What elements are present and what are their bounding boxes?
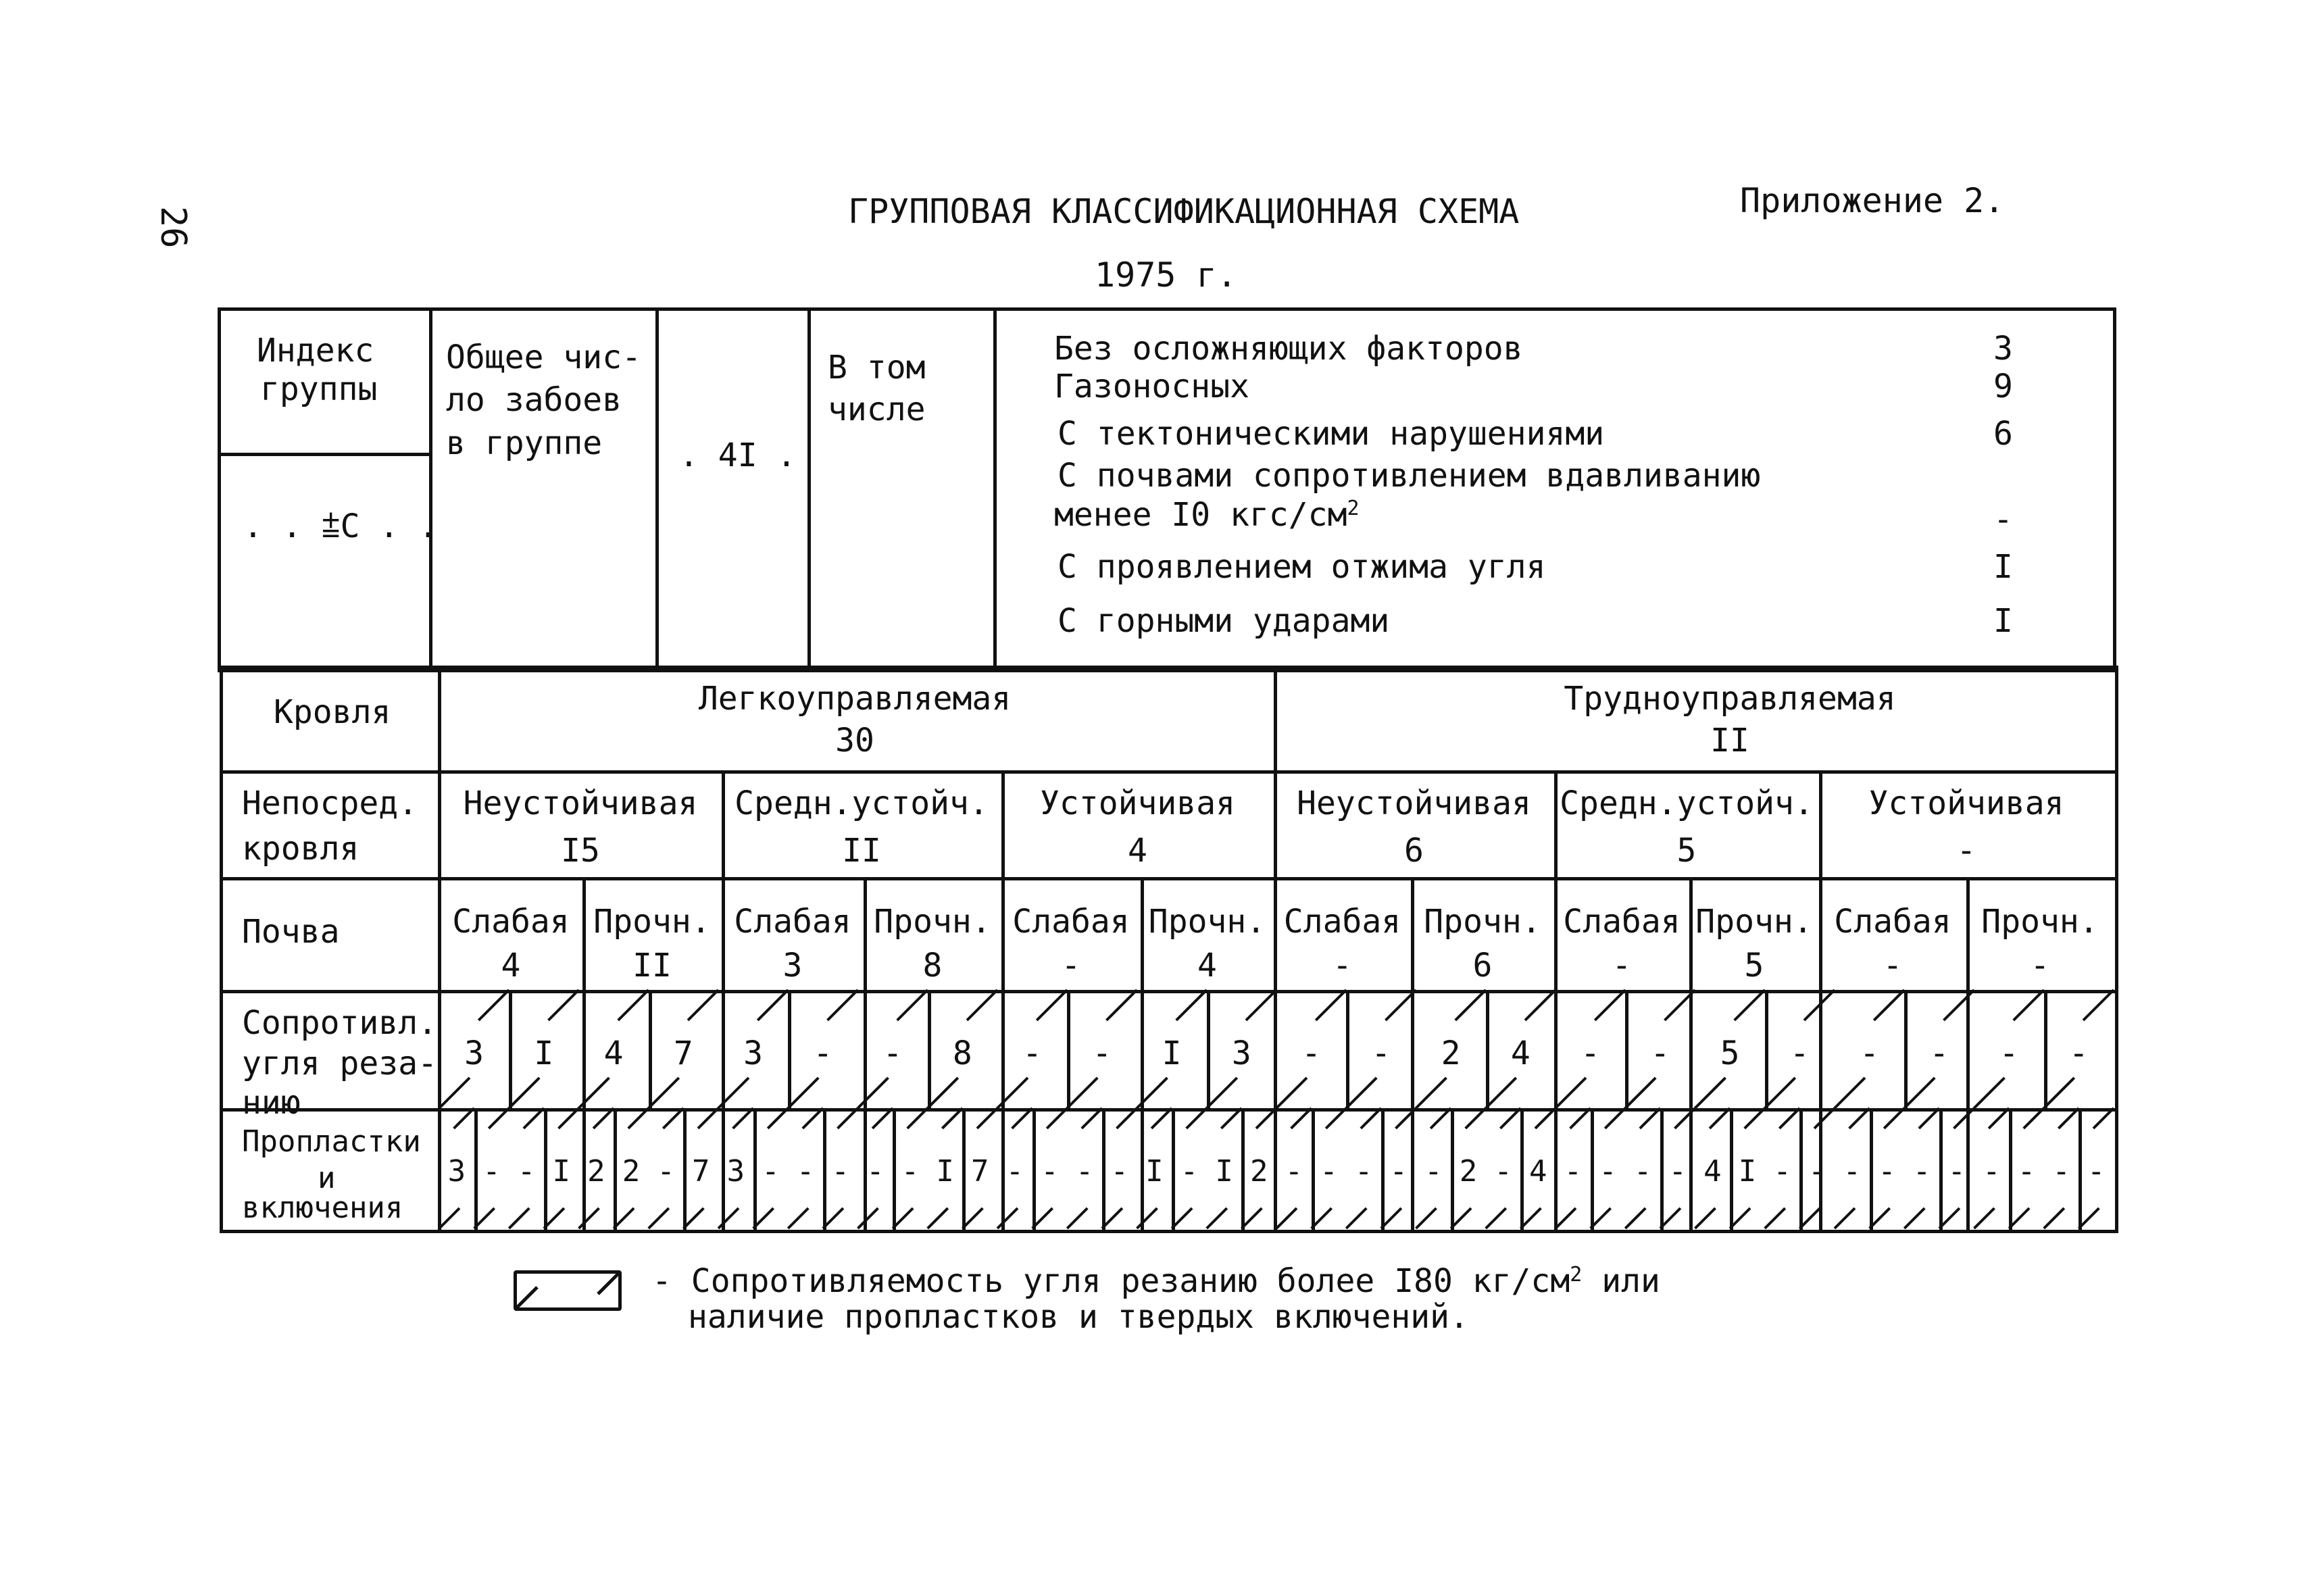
interlayer-value: I <box>936 1154 954 1189</box>
interlayer-value: - <box>2087 1154 2106 1189</box>
floor-count: - <box>1333 947 1352 984</box>
resistance-value: - <box>1650 1034 1670 1072</box>
factor-value: - <box>1993 501 2013 539</box>
resistance-value: - <box>1580 1034 1601 1072</box>
divider <box>962 1108 966 1230</box>
resistance-value: 3 <box>1231 1034 1251 1072</box>
interlayer-value: - <box>831 1154 849 1189</box>
divider <box>614 1108 617 1230</box>
superscript: 2 <box>1347 497 1360 520</box>
interlayer-value: - <box>1110 1154 1128 1189</box>
resistance-value: - <box>1301 1034 1322 1072</box>
factor-label: С проявлением отжима угля <box>1057 548 1546 586</box>
divider <box>1689 877 1693 1233</box>
interlayer-value: - <box>1041 1154 1059 1189</box>
floor-name: Прочн. <box>593 903 711 941</box>
divider <box>1274 666 1277 774</box>
interlayer-value: - <box>762 1154 780 1189</box>
roof-name: Трудноуправляемая <box>1564 680 1896 718</box>
interlayer-value: - <box>517 1154 536 1189</box>
direct-roof-name: Средн.устойч. <box>735 784 989 822</box>
divider <box>1799 1108 1803 1230</box>
divider <box>993 307 997 669</box>
roof-label: Кровля <box>274 693 391 731</box>
floor-count: - <box>1061 947 1081 984</box>
including-label: числе <box>828 391 926 428</box>
divider <box>1172 1108 1175 1230</box>
divider <box>1381 1108 1385 1230</box>
floor-name: Прочн. <box>874 903 991 941</box>
interlayer-value: - <box>866 1154 885 1189</box>
interlayers-label: Пропластки <box>242 1124 421 1159</box>
index-label: группы <box>260 370 378 408</box>
factor-value: 6 <box>1993 415 2013 453</box>
divider <box>474 1108 478 1230</box>
factor-label: Без осложняющих факторов <box>1054 330 1523 368</box>
interlayer-value: - <box>1947 1154 1966 1189</box>
document-title: ГРУППОВАЯ КЛАССИФИКАЦИОННАЯ СХЕМА <box>848 192 1520 231</box>
floor-name: Прочн. <box>1981 903 2099 941</box>
resistance-value: - <box>2068 1034 2089 1072</box>
factor-label: С почвами сопротивлением вдавливанию <box>1057 457 1761 495</box>
divider <box>1765 990 1768 1110</box>
factor-value: I <box>1993 602 2013 640</box>
floor-count: - <box>2030 947 2050 984</box>
legend-line-2: наличие пропластков и твердых включений. <box>688 1298 1469 1336</box>
resistance-value: - <box>1022 1034 1043 1072</box>
direct-roof-name: Неустойчивая <box>1297 784 1531 822</box>
divider <box>2078 1108 2082 1230</box>
appendix-label: Приложение 2. <box>1740 181 2005 220</box>
floor-count: - <box>1612 947 1632 984</box>
factor-value: 3 <box>1993 330 2013 368</box>
direct-roof-count: - <box>1956 832 1976 870</box>
interlayer-value: - <box>1005 1154 1024 1189</box>
floor-name: Прочн. <box>1695 903 1813 941</box>
divider <box>2009 1108 2012 1230</box>
floor-name: Прочн. <box>1148 903 1266 941</box>
hatch-mark-icon <box>517 1274 618 1307</box>
divider <box>218 453 432 456</box>
divider <box>683 1108 687 1230</box>
interlayer-value: - <box>657 1154 675 1189</box>
divider <box>220 877 2117 880</box>
resistance-value: 3 <box>743 1034 764 1072</box>
divider <box>823 1108 826 1230</box>
interlayer-value: 3 <box>447 1154 466 1189</box>
divider <box>1411 877 1414 1233</box>
interlayer-value: - <box>1773 1154 1791 1189</box>
floor-name: Слабая <box>734 903 851 941</box>
direct-roof-name: Средн.устойч. <box>1560 784 1814 822</box>
direct-roof-count: 5 <box>1676 832 1697 870</box>
factor-label-text: менее I0 кгс/см <box>1054 496 1347 534</box>
divider <box>1207 990 1210 1110</box>
page-number: 26 <box>153 206 193 249</box>
interlayer-value: - <box>901 1154 920 1189</box>
including-label: В том <box>828 349 926 386</box>
legend-hatch-swatch <box>514 1270 622 1311</box>
resistance-value: - <box>1092 1034 1112 1072</box>
floor-count: 6 <box>1472 947 1493 984</box>
floor-name: Слабая <box>1563 903 1681 941</box>
interlayer-value: - <box>1424 1154 1443 1189</box>
interlayer-value: - <box>1285 1154 1303 1189</box>
divider <box>1554 770 1558 1233</box>
interlayer-value: - <box>1843 1154 1862 1189</box>
divider <box>509 990 512 1110</box>
divider <box>220 990 2117 993</box>
resistance-value: - <box>1999 1034 2019 1072</box>
divider <box>1486 990 1489 1110</box>
direct-roof-count: 4 <box>1128 832 1147 870</box>
factor-value: I <box>1993 548 2013 586</box>
divider <box>928 990 931 1110</box>
direct-roof-name: Устойчивая <box>1868 784 2064 822</box>
interlayer-value: 4 <box>1703 1154 1722 1189</box>
direct-roof-name: Устойчивая <box>1040 784 1235 822</box>
interlayers-label: включения <box>242 1191 403 1225</box>
divider <box>1520 1108 1524 1230</box>
floor-count: II <box>632 947 672 984</box>
interlayer-value: 7 <box>970 1154 989 1189</box>
floor-name: Слабая <box>452 903 570 941</box>
divider <box>2044 990 2047 1110</box>
interlayer-value: - <box>1564 1154 1583 1189</box>
interlayer-value: - <box>1599 1154 1617 1189</box>
factor-label: С горными ударами <box>1057 602 1390 640</box>
roof-count: II <box>1710 722 1749 759</box>
factor-value: 9 <box>1993 368 2013 405</box>
divider <box>807 307 811 669</box>
divider <box>893 1108 896 1230</box>
direct-roof-name: Неустойчивая <box>463 784 698 822</box>
divider <box>1274 770 1277 1233</box>
divider <box>1032 1108 1036 1230</box>
floor-count: 5 <box>1744 947 1764 984</box>
floor-count: 8 <box>922 947 943 984</box>
divider <box>1312 1108 1315 1230</box>
divider <box>220 770 2117 774</box>
resistance-value: 4 <box>1510 1034 1530 1072</box>
factor-label: Газоносных <box>1054 368 1249 405</box>
divider <box>429 307 432 669</box>
resistance-value: 2 <box>1441 1034 1461 1072</box>
interlayer-value: - <box>2052 1154 2070 1189</box>
interlayer-value: 2 <box>1249 1154 1268 1189</box>
document-year: 1975 г. <box>1095 255 1237 295</box>
factor-label <box>1054 496 1360 534</box>
divider <box>1346 990 1349 1110</box>
divider <box>1102 1108 1105 1230</box>
legend-text <box>652 1262 1660 1300</box>
direct-roof-count: II <box>842 832 881 870</box>
roof-name: Легкоуправляемая <box>698 680 1012 718</box>
interlayer-value: 4 <box>1528 1154 1547 1189</box>
interlayer-value: I <box>552 1154 570 1189</box>
divider <box>1451 1108 1454 1230</box>
floor-count: 4 <box>1197 947 1217 984</box>
interlayer-value: - <box>1320 1154 1338 1189</box>
resistance-value: - <box>1929 1034 1949 1072</box>
interlayer-value: 3 <box>726 1154 745 1189</box>
resistance-label: нию <box>242 1084 301 1122</box>
interlayer-value: - <box>1668 1154 1687 1189</box>
interlayer-value: - <box>1878 1154 1896 1189</box>
resistance-value: - <box>882 1034 903 1072</box>
resistance-value: 8 <box>952 1034 972 1072</box>
roof-count: 30 <box>835 722 874 759</box>
interlayer-value: - <box>2017 1154 2036 1189</box>
divider <box>1001 770 1005 1233</box>
resistance-label: угля реза- <box>242 1045 437 1082</box>
interlayer-value: I <box>1738 1154 1757 1189</box>
superscript: 2 <box>1570 1263 1583 1287</box>
divider <box>1966 877 1970 1233</box>
floor-count: 3 <box>782 947 803 984</box>
interlayer-value: 7 <box>691 1154 710 1189</box>
divider <box>655 307 659 669</box>
resistance-value: - <box>1789 1034 1810 1072</box>
divider <box>722 770 725 1233</box>
total-value: . 4I . <box>679 437 797 474</box>
divider <box>544 1108 547 1230</box>
interlayer-value: - <box>1494 1154 1512 1189</box>
total-label: Общее чис- <box>446 339 641 376</box>
interlayer-value: - <box>1912 1154 1931 1189</box>
resistance-label: Сопротивл. <box>242 1004 437 1042</box>
interlayer-value: - <box>1808 1154 1826 1189</box>
interlayer-value: I <box>1145 1154 1164 1189</box>
resistance-value: I <box>1162 1034 1182 1072</box>
resistance-value: - <box>1371 1034 1391 1072</box>
interlayer-value: - <box>482 1154 501 1189</box>
interlayer-value: 2 <box>1459 1154 1478 1189</box>
floor-name: Прочн. <box>1424 903 1541 941</box>
floor-name: Слабая <box>1283 903 1401 941</box>
divider <box>220 1108 2117 1112</box>
floor-name: Слабая <box>1834 903 1951 941</box>
divider <box>1870 1108 1873 1230</box>
interlayer-value: - <box>1180 1154 1199 1189</box>
direct-roof-label: кровля <box>242 830 359 868</box>
interlayer-value: I <box>1215 1154 1233 1189</box>
divider <box>1625 990 1628 1110</box>
divider <box>788 990 791 1110</box>
divider <box>1660 1108 1664 1230</box>
floor-name: Слабая <box>1012 903 1130 941</box>
resistance-value: 5 <box>1720 1034 1740 1072</box>
index-label: Индекс <box>257 332 374 370</box>
index-value: . . ⩲С . . <box>243 507 439 545</box>
legend-line-1-end: или <box>1582 1262 1660 1300</box>
interlayer-value: - <box>796 1154 815 1189</box>
floor-label: Почва <box>242 913 340 951</box>
divider <box>1141 877 1144 1233</box>
interlayer-value: - <box>1389 1154 1408 1189</box>
resistance-value: - <box>1860 1034 1880 1072</box>
direct-roof-count: I5 <box>561 832 600 870</box>
direct-roof-label: Непосред. <box>242 784 418 822</box>
floor-count: 4 <box>501 947 521 984</box>
total-label: ло забоев <box>446 381 622 419</box>
divider <box>438 666 441 1233</box>
divider <box>582 877 586 1233</box>
divider <box>1591 1108 1594 1230</box>
interlayers-label: и <box>318 1161 336 1195</box>
legend-line-1: - Сопротивляемость угля резанию более I80 кг/см <box>652 1262 1570 1300</box>
direct-roof-count: 6 <box>1404 832 1424 870</box>
floor-count: - <box>1883 947 1903 984</box>
resistance-value: - <box>813 1034 833 1072</box>
interlayer-value: - <box>1633 1154 1652 1189</box>
divider <box>753 1108 757 1230</box>
interlayer-value: - <box>1075 1154 1094 1189</box>
divider <box>1904 990 1908 1110</box>
resistance-value: I <box>534 1034 554 1072</box>
divider <box>1241 1108 1245 1230</box>
interlayer-value: - <box>1983 1154 2001 1189</box>
interlayer-value: 2 <box>622 1154 641 1189</box>
divider <box>649 990 652 1110</box>
factor-label: С тектоническими нарушениями <box>1057 415 1605 453</box>
interlayer-value: 2 <box>587 1154 605 1189</box>
resistance-value: 7 <box>673 1034 693 1072</box>
resistance-value: 4 <box>603 1034 624 1072</box>
interlayer-value: - <box>1354 1154 1373 1189</box>
divider <box>1067 990 1070 1110</box>
resistance-value: 3 <box>464 1034 484 1072</box>
divider <box>1730 1108 1733 1230</box>
total-label: в группе <box>446 424 603 462</box>
divider <box>1939 1108 1943 1230</box>
